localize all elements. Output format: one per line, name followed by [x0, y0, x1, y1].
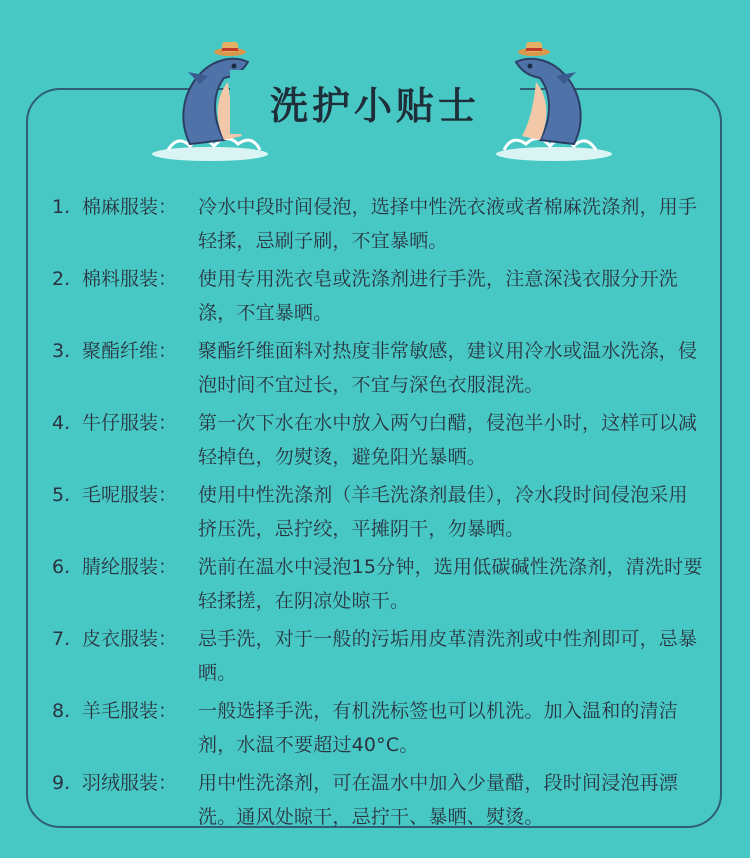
- tip-item: [52, 766, 712, 838]
- tip-category: 棉料服装：: [82, 268, 178, 290]
- tip-number: 3.: [52, 340, 71, 362]
- page-title: 洗护小贴士: [269, 83, 480, 128]
- tip-text: 一般选择手洗，有机洗标签也可以机洗。加入温和的清洁剂，水温不要超过40°C。: [198, 700, 679, 756]
- tip-number: 4.: [52, 412, 71, 434]
- tip-text: 用中性洗涤剂，可在温水中加入少量醋，段时间浸泡再漂洗。通风处晾干，忌拧干、暴晒、熨烫。: [198, 772, 679, 828]
- tip-item: [52, 262, 712, 334]
- tip-number: 9.: [52, 772, 71, 794]
- tip-number: 2.: [52, 268, 71, 290]
- tip-item: [52, 406, 712, 478]
- tip-number: 7.: [52, 628, 71, 650]
- tip-number: 6.: [52, 556, 71, 578]
- tip-item: [52, 550, 712, 622]
- tip-text: 冷水中段时间侵泡，选择中性洗衣液或者棉麻洗涤剂，用手轻揉，忌刷子刷，不宜暴晒。: [198, 196, 698, 252]
- tip-text: 使用专用洗衣皂或洗涤剂进行手洗，注意深浅衣服分开洗涤，不宜暴晒。: [198, 268, 679, 324]
- tips-list: [52, 190, 712, 838]
- tip-item: [52, 334, 712, 406]
- tip-item: [52, 622, 712, 694]
- tip-category: 羽绒服装：: [82, 772, 178, 794]
- tip-category: 腈纶服装：: [82, 556, 178, 578]
- tip-category: 毛呢服装：: [82, 484, 178, 506]
- title-wrap: [230, 70, 520, 134]
- tip-number: 5.: [52, 484, 71, 506]
- tip-number: 8.: [52, 700, 71, 722]
- tip-text: 忌手洗，对于一般的污垢用皮革清洗剂或中性剂即可，忌暴晒。: [198, 628, 698, 684]
- tip-item: [52, 478, 712, 550]
- tip-category: 棉麻服装：: [82, 196, 178, 218]
- tip-text: 聚酯纤维面料对热度非常敏感，建议用冷水或温水洗涤，侵泡时间不宜过长，不宜与深色衣服混洗。: [198, 340, 698, 396]
- tip-category: 聚酯纤维：: [82, 340, 178, 362]
- tip-number: 1.: [52, 196, 71, 218]
- tip-item: [52, 190, 712, 262]
- tip-category: 皮衣服装：: [82, 628, 178, 650]
- tip-category: 牛仔服装：: [82, 412, 178, 434]
- tip-text: 第一次下水在水中放入两勺白醋，侵泡半小时，这样可以减轻掉色，勿熨烫，避免阳光暴晒。: [198, 412, 698, 468]
- tip-category: 羊毛服装：: [82, 700, 178, 722]
- tip-text: 洗前在温水中浸泡15分钟，选用低碳碱性洗涤剂，清洗时要轻揉搓，在阴凉处晾干。: [198, 556, 703, 612]
- tip-text: 使用中性洗涤剂（羊毛洗涤剂最佳），冷水段时间侵泡采用挤压洗，忌拧绞，平摊阴干，勿暴晒。: [198, 484, 688, 540]
- tip-item: [52, 694, 712, 766]
